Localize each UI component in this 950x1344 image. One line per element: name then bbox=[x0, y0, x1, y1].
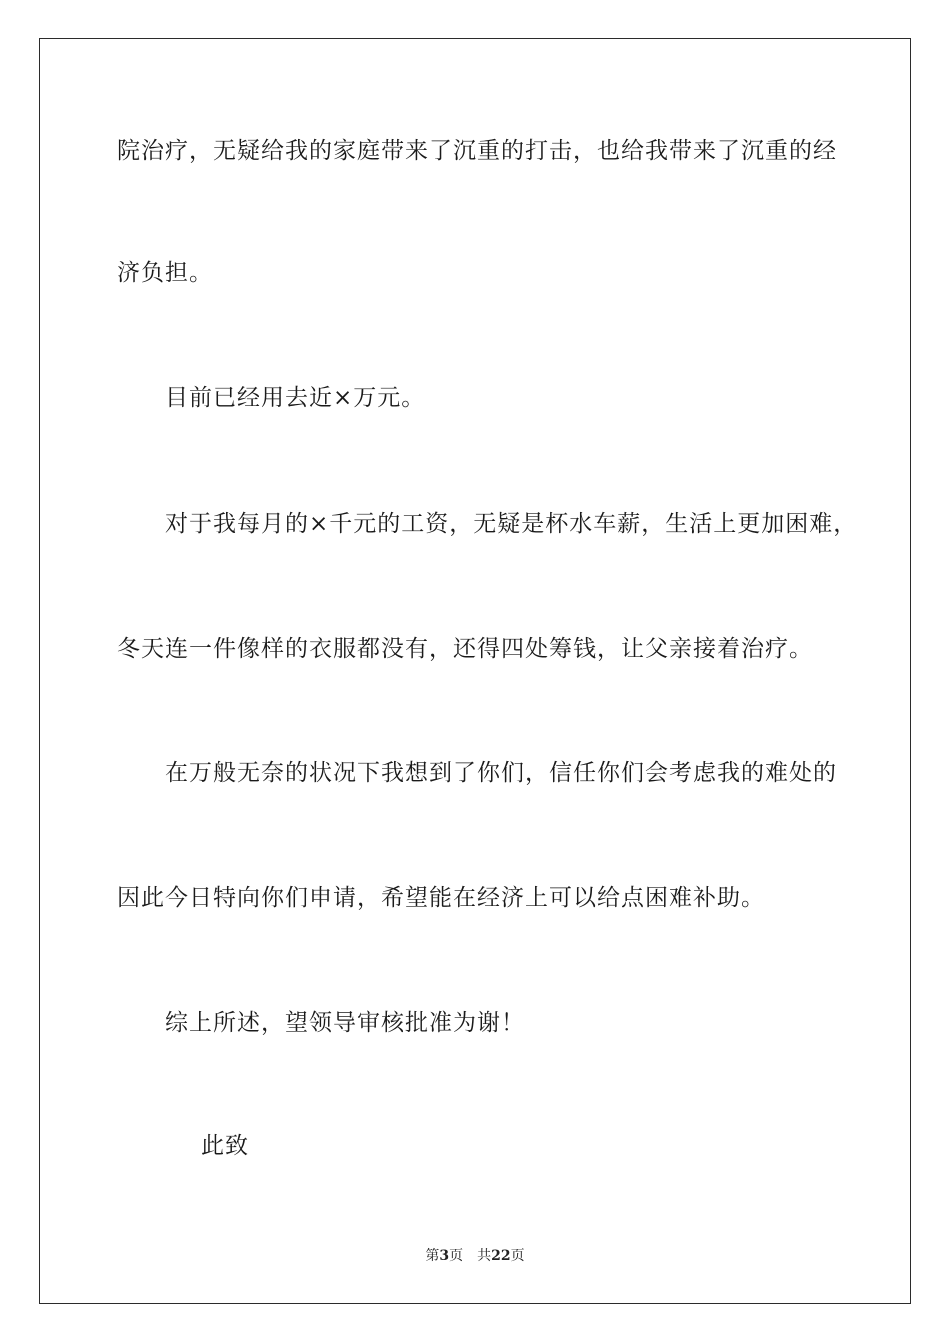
total-prefix: 共 bbox=[477, 1248, 492, 1264]
body-line-4: 对于我每月的×千元的工资，无疑是杯水车薪，生活上更加困难， bbox=[165, 511, 858, 537]
body-line-7: 因此今日特向你们申请，希望能在经济上可以给点困难补助。 bbox=[117, 885, 765, 911]
body-line-6: 在万般无奈的状况下我想到了你们，信任你们会考虑我的难处的 bbox=[165, 760, 837, 786]
salutation: 此致 bbox=[201, 1133, 249, 1159]
body-line-3: 目前已经用去近×万元。 bbox=[165, 385, 426, 411]
body-line-2: 济负担。 bbox=[117, 260, 213, 286]
page-suffix: 页 bbox=[449, 1248, 464, 1264]
total-pages: 22 bbox=[491, 1248, 511, 1264]
page-footer bbox=[0, 1246, 950, 1266]
body-line-1: 院治疗，无疑给我的家庭带来了沉重的打击，也给我带来了沉重的经 bbox=[117, 138, 837, 164]
page-prefix: 第 bbox=[425, 1248, 440, 1264]
total-suffix: 页 bbox=[510, 1248, 525, 1264]
body-line-5: 冬天连一件像样的衣服都没有，还得四处筹钱，让父亲接着治疗。 bbox=[117, 636, 813, 662]
page-border bbox=[39, 38, 911, 1304]
body-line-8: 综上所述，望领导审核批准为谢！ bbox=[165, 1010, 525, 1036]
page-number: 3 bbox=[439, 1248, 450, 1264]
